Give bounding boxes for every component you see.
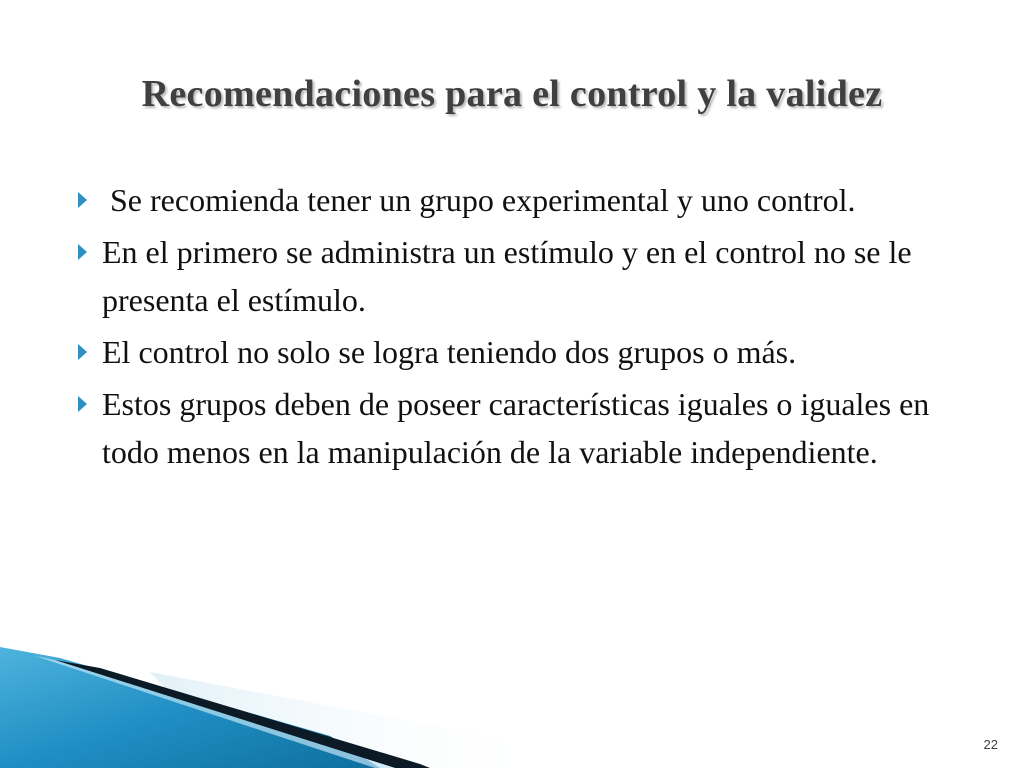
thin-light-line <box>35 656 395 768</box>
bullet-item <box>72 228 972 324</box>
bullet-item <box>72 328 972 376</box>
bullet-item <box>72 176 972 224</box>
bullet-text: Se recomienda tener un grupo experimental y uno control. <box>102 182 856 218</box>
triangle-right-icon <box>72 176 102 224</box>
triangle-right-icon <box>72 228 102 276</box>
bullet-text: El control no solo se logra teniendo dos grupos o más. <box>102 334 797 370</box>
dark-stripe <box>55 660 430 768</box>
slide-title: Recomendaciones para el control y la validez <box>141 73 883 115</box>
blue-ribbon <box>0 647 380 768</box>
page-number: 22 <box>983 737 998 752</box>
bullet-text: Estos grupos deben de poseer características iguales o iguales en todo menos en la manipulación de la variable independiente. <box>102 386 930 470</box>
bullet-list <box>72 176 972 480</box>
triangle-right-icon <box>72 380 102 428</box>
light-ribbon <box>150 672 560 768</box>
bullet-item <box>72 380 972 476</box>
bullet-text: En el primero se administra un estímulo y en el control no se le presenta el estímulo. <box>102 234 912 318</box>
triangle-right-icon <box>72 328 102 376</box>
